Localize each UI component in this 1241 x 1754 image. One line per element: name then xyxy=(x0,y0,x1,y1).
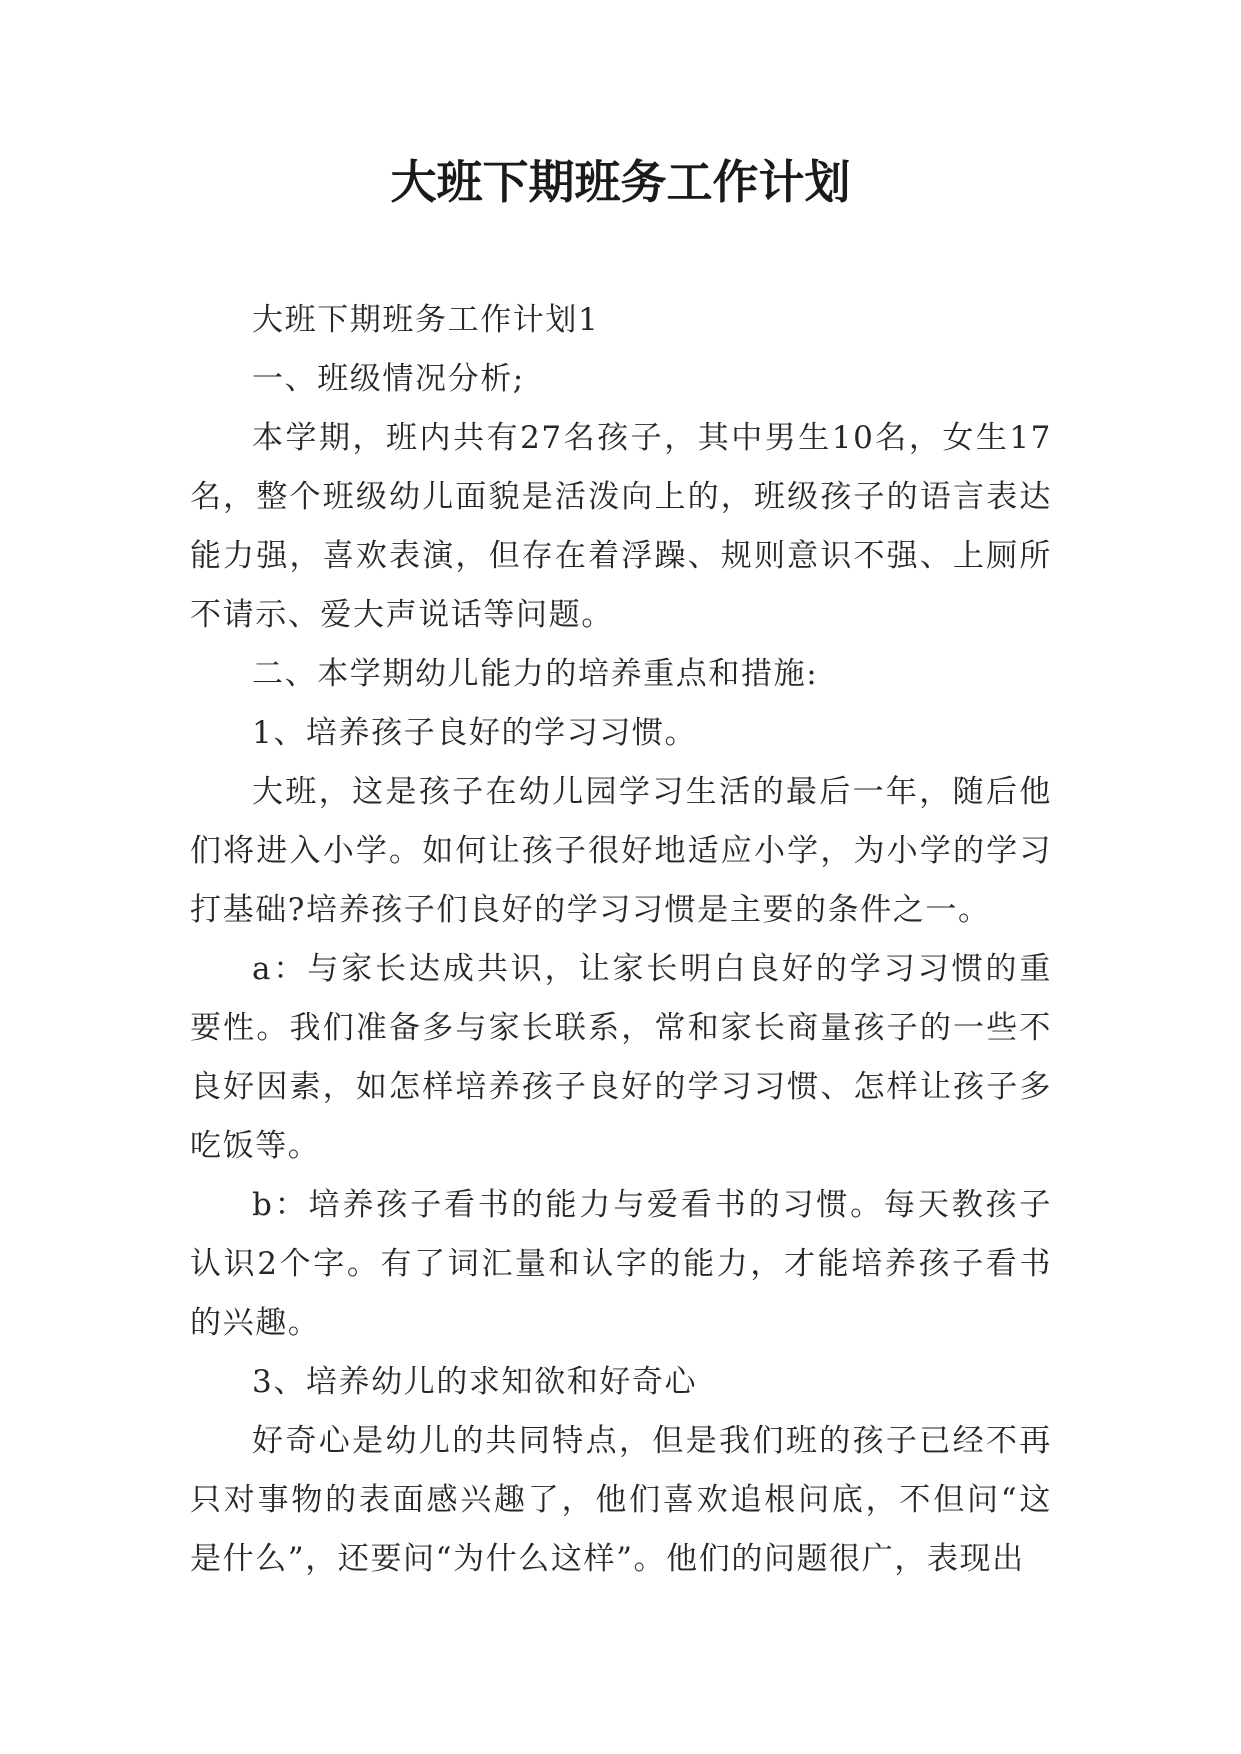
document-body xyxy=(190,291,1052,1589)
paragraph-item-3: 3、培养幼儿的求知欲和好奇心 xyxy=(252,1364,698,1400)
paragraph-item-1: 1、培养孩子良好的学习习惯。 xyxy=(252,715,698,751)
paragraph-curiosity: 好奇心是幼儿的共同特点，但是我们班的孩子已经不再只对事物的表面感兴趣了，他们喜欢追根问底，不但问“这是什么”，还要问“为什么这样”。他们的问题很广，表现出 xyxy=(190,1423,1052,1577)
paragraph-heading-focus-measures: 二、本学期幼儿能力的培养重点和措施: xyxy=(252,656,819,692)
document-title: 大班下期班务工作计划 xyxy=(390,155,851,209)
paragraph-subtitle: 大班下期班务工作计划1 xyxy=(252,302,600,338)
paragraph-item-a: a：与家长达成共识，让家长明白良好的学习习惯的重要性。我们准备多与家长联系，常和家长商量孩子的一些不良好因素，如怎样培养孩子良好的学习习惯、怎样让孩子多吃饭等。 xyxy=(190,951,1052,1164)
paragraph-item-b: b：培养孩子看书的能力与爱看书的习惯。每天教孩子认识2个字。有了词汇量和认字的能力，才能培养孩子看书的兴趣。 xyxy=(190,1187,1052,1341)
paragraph-heading-class-analysis: 一、班级情况分析; xyxy=(252,361,525,397)
paragraph-class-situation: 本学期，班内共有27名孩子，其中男生10名，女生17名，整个班级幼儿面貌是活泼向上的，班级孩子的语言表达能力强，喜欢表演，但存在着浮躁、规则意识不强、上厕所不请示、爱大声说话等问题。 xyxy=(190,420,1052,633)
paragraph-big-class: 大班，这是孩子在幼儿园学习生活的最后一年，随后他们将进入小学。如何让孩子很好地适应小学，为小学的学习打基础?培养孩子们良好的学习习惯是主要的条件之一。 xyxy=(190,774,1052,928)
